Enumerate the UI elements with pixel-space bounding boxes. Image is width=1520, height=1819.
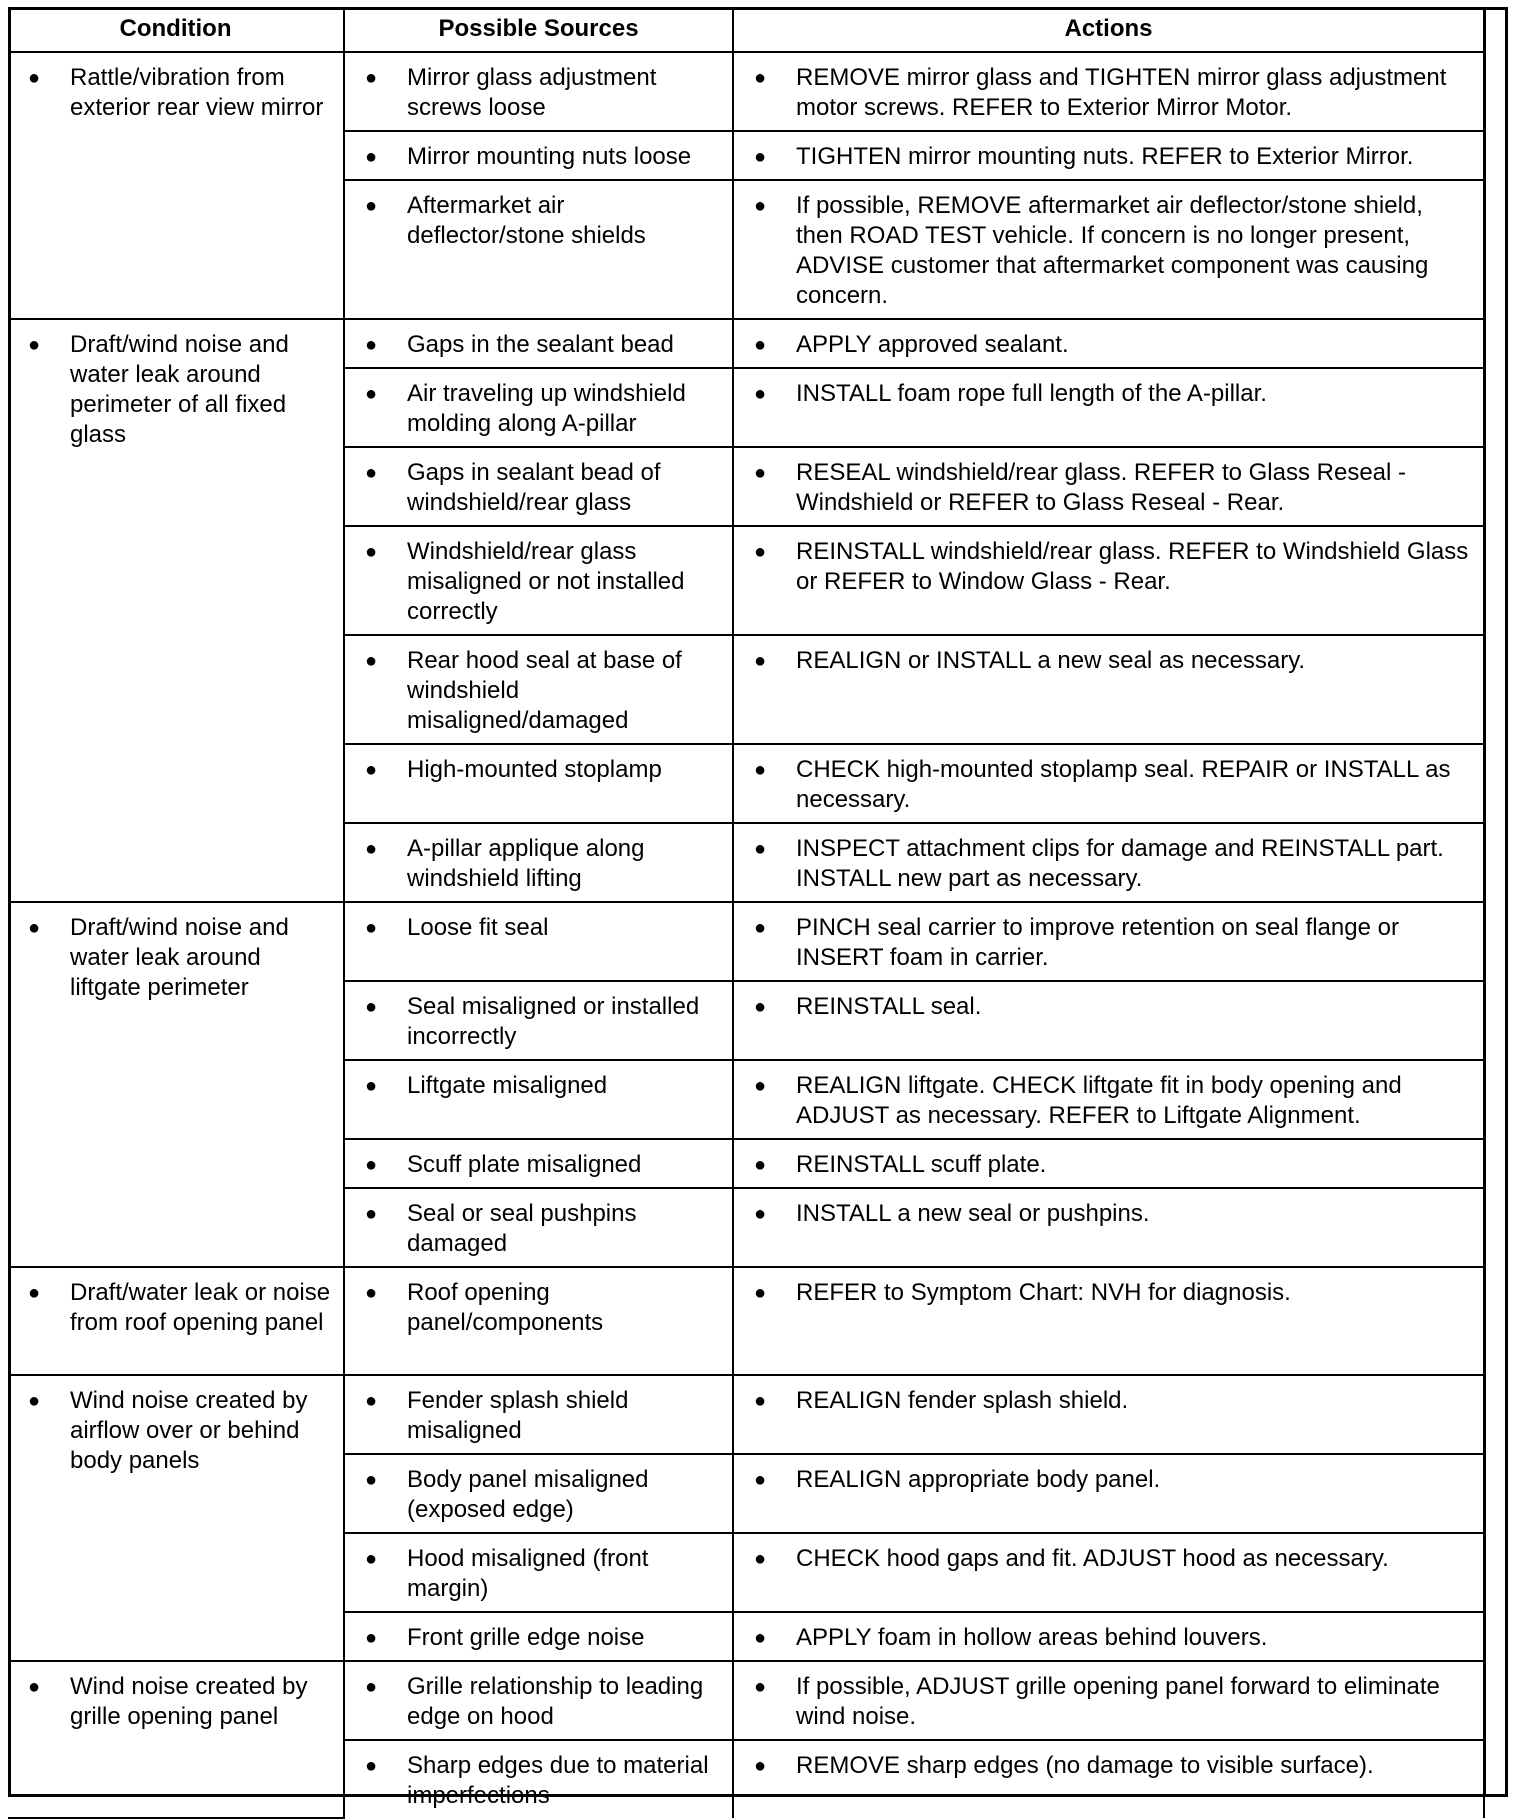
bullet-icon: ● [754, 650, 767, 672]
action-cell [733, 131, 1484, 180]
action-cell-text: CHECK high-mounted stoplamp seal. REPAIR or INSTALL as necessary. [796, 756, 1451, 813]
bullet-icon: ● [365, 1203, 378, 1225]
bullet-icon: ● [365, 1676, 378, 1698]
action-cell [733, 319, 1484, 368]
bullet-icon: ● [365, 917, 378, 939]
condition-cell [8, 902, 344, 1267]
condition-cell-text: Rattle/vibration from exterior rear view mirror [70, 64, 324, 121]
bullet-icon: ● [28, 67, 41, 89]
action-cell-text: REALIGN liftgate. CHECK liftgate fit in body opening and ADJUST as necessary. REFER to Liftgate Alignment. [796, 1072, 1402, 1129]
bullet-icon: ● [754, 146, 767, 168]
action-cell [733, 1060, 1484, 1139]
condition-cell [8, 1375, 344, 1661]
bullet-icon: ● [365, 146, 378, 168]
action-cell [733, 823, 1484, 902]
source-cell [344, 180, 733, 319]
action-cell-text: REALIGN or INSTALL a new seal as necessary. [796, 647, 1306, 674]
bullet-icon: ● [28, 334, 41, 356]
action-cell [733, 368, 1484, 447]
condition-cell-text: Wind noise created by airflow over or behind body panels [70, 1387, 308, 1474]
source-cell-text: High-mounted stoplamp [407, 756, 662, 783]
bullet-icon: ● [365, 334, 378, 356]
source-cell [344, 1661, 733, 1740]
bullet-icon: ● [28, 917, 41, 939]
bullet-icon: ● [754, 462, 767, 484]
bullet-icon: ● [365, 1548, 378, 1570]
source-cell-text: Roof opening panel/components [407, 1279, 604, 1336]
action-cell-text: If possible, ADJUST grille opening panel forward to eliminate wind noise. [796, 1673, 1440, 1730]
source-cell [344, 981, 733, 1060]
source-cell [344, 1740, 733, 1818]
action-cell [733, 1188, 1484, 1267]
source-cell [344, 368, 733, 447]
action-cell [733, 744, 1484, 823]
bullet-icon: ● [754, 334, 767, 356]
bullet-icon: ● [365, 1469, 378, 1491]
source-cell-text: Mirror glass adjustment screws loose [407, 64, 657, 121]
action-cell [733, 1139, 1484, 1188]
action-cell [733, 1267, 1484, 1375]
bullet-icon: ● [365, 650, 378, 672]
source-cell [344, 1454, 733, 1533]
source-cell [344, 1533, 733, 1612]
action-cell-text: CHECK hood gaps and fit. ADJUST hood as necessary. [796, 1545, 1389, 1572]
source-cell [344, 526, 733, 635]
condition-cell-text: Wind noise created by grille opening panel [70, 1673, 308, 1730]
action-cell-text: REINSTALL seal. [796, 993, 982, 1020]
bullet-icon: ● [365, 541, 378, 563]
header-row [8, 7, 1484, 52]
bullet-icon: ● [28, 1676, 41, 1698]
bullet-icon: ● [365, 67, 378, 89]
bullet-icon: ● [754, 1390, 767, 1412]
header-actions: Actions [733, 7, 1484, 52]
condition-cell [8, 319, 344, 902]
condition-cell [8, 1661, 344, 1818]
action-cell [733, 981, 1484, 1060]
source-cell-text: Hood misaligned (front margin) [407, 1545, 649, 1602]
action-cell-text: REFER to Symptom Chart: NVH for diagnosis. [796, 1279, 1291, 1306]
bullet-icon: ● [754, 1627, 767, 1649]
source-cell-text: Aftermarket air deflector/stone shields [407, 192, 646, 249]
table-row [8, 319, 1484, 368]
bullet-icon: ● [365, 996, 378, 1018]
source-cell-text: Gaps in the sealant bead [407, 331, 674, 358]
bullet-icon: ● [754, 1469, 767, 1491]
table-body [8, 52, 1484, 1818]
action-cell [733, 1740, 1484, 1818]
bullet-icon: ● [754, 917, 767, 939]
bullet-icon: ● [754, 1203, 767, 1225]
table-row [8, 1267, 1484, 1375]
action-cell-text: REINSTALL windshield/rear glass. REFER to Windshield Glass or REFER to Window Glass - Rear. [796, 538, 1469, 595]
bullet-icon: ● [754, 67, 767, 89]
action-cell [733, 526, 1484, 635]
source-cell [344, 744, 733, 823]
source-cell [344, 1188, 733, 1267]
action-cell-text: APPLY foam in hollow areas behind louvers. [796, 1624, 1268, 1651]
action-cell-text: REMOVE mirror glass and TIGHTEN mirror glass adjustment motor screws. REFER to Exterior Mirror Motor. [796, 64, 1447, 121]
condition-cell-text: Draft/water leak or noise from roof opening panel [70, 1279, 331, 1336]
source-cell-text: Windshield/rear glass misaligned or not installed correctly [407, 538, 685, 625]
action-cell [733, 180, 1484, 319]
bullet-icon: ● [365, 462, 378, 484]
action-cell-text: REMOVE sharp edges (no damage to visible surface). [796, 1752, 1374, 1779]
bullet-icon: ● [754, 1282, 767, 1304]
action-cell-text: REALIGN appropriate body panel. [796, 1466, 1161, 1493]
source-cell [344, 1375, 733, 1454]
action-cell-text: INSPECT attachment clips for damage and REINSTALL part. INSTALL new part as necessary. [796, 835, 1444, 892]
source-cell-text: Scuff plate misaligned [407, 1151, 642, 1178]
source-cell [344, 823, 733, 902]
source-cell-text: Seal or seal pushpins damaged [407, 1200, 637, 1257]
bullet-icon: ● [754, 996, 767, 1018]
source-cell [344, 319, 733, 368]
source-cell-text: Air traveling up windshield molding along A-pillar [407, 380, 686, 437]
source-cell-text: Body panel misaligned (exposed edge) [407, 1466, 649, 1523]
bullet-icon: ● [754, 1676, 767, 1698]
bullet-icon: ● [754, 383, 767, 405]
action-cell [733, 1454, 1484, 1533]
table-row [8, 1375, 1484, 1454]
bullet-icon: ● [365, 1282, 378, 1304]
action-cell-text: RESEAL windshield/rear glass. REFER to Glass Reseal - Windshield or REFER to Glass Reseal - Rear. [796, 459, 1407, 516]
table-row [8, 52, 1484, 131]
condition-cell [8, 52, 344, 319]
action-cell [733, 1375, 1484, 1454]
source-cell [344, 447, 733, 526]
source-cell-text: A-pillar applique along windshield lifting [407, 835, 645, 892]
action-cell-text: INSTALL foam rope full length of the A-pillar. [796, 380, 1267, 407]
bullet-icon: ● [365, 838, 378, 860]
bullet-icon: ● [365, 383, 378, 405]
action-cell-text: INSTALL a new seal or pushpins. [796, 1200, 1150, 1227]
source-cell [344, 1060, 733, 1139]
action-cell-text: PINCH seal carrier to improve retention on seal flange or INSERT foam in carrier. [796, 914, 1399, 971]
action-cell-text: APPLY approved sealant. [796, 331, 1069, 358]
action-cell [733, 1661, 1484, 1740]
bullet-icon: ● [365, 1075, 378, 1097]
bullet-icon: ● [754, 838, 767, 860]
bullet-icon: ● [754, 1154, 767, 1176]
bullet-icon: ● [365, 1390, 378, 1412]
action-cell-text: If possible, REMOVE aftermarket air deflector/stone shield, then ROAD TEST vehicle. If concern is no longer present, ADVISE customer that aftermarket component was causing concern. [796, 192, 1429, 309]
source-cell [344, 52, 733, 131]
header-condition: Condition [8, 7, 344, 52]
bullet-icon: ● [754, 541, 767, 563]
bullet-icon: ● [28, 1282, 41, 1304]
bullet-icon: ● [365, 195, 378, 217]
bullet-icon: ● [28, 1390, 41, 1412]
source-cell [344, 1267, 733, 1375]
source-cell-text: Liftgate misaligned [407, 1072, 608, 1099]
source-cell-text: Sharp edges due to material imperfections [407, 1752, 709, 1809]
action-cell-text: TIGHTEN mirror mounting nuts. REFER to Exterior Mirror. [796, 143, 1414, 170]
condition-cell [8, 1267, 344, 1375]
header-possible-sources: Possible Sources [344, 7, 733, 52]
source-cell-text: Front grille edge noise [407, 1624, 645, 1651]
action-cell [733, 902, 1484, 981]
action-cell [733, 447, 1484, 526]
bullet-icon: ● [754, 195, 767, 217]
source-cell-text: Seal misaligned or installed incorrectly [407, 993, 700, 1050]
source-cell-text: Gaps in sealant bead of windshield/rear glass [407, 459, 661, 516]
action-cell [733, 1533, 1484, 1612]
source-cell-text: Fender splash shield misaligned [407, 1387, 629, 1444]
source-cell [344, 1139, 733, 1188]
action-cell [733, 1612, 1484, 1661]
condition-cell-text: Draft/wind noise and water leak around liftgate perimeter [70, 914, 289, 1001]
bullet-icon: ● [365, 1154, 378, 1176]
table-row [8, 902, 1484, 981]
bullet-icon: ● [365, 759, 378, 781]
source-cell-text: Loose fit seal [407, 914, 549, 941]
bullet-icon: ● [754, 1548, 767, 1570]
action-cell-text: REALIGN fender splash shield. [796, 1387, 1129, 1414]
action-cell-text: REINSTALL scuff plate. [796, 1151, 1047, 1178]
source-cell-text: Rear hood seal at base of windshield misaligned/damaged [407, 647, 682, 734]
source-cell [344, 902, 733, 981]
source-cell [344, 1612, 733, 1661]
symptom-chart-table [8, 7, 1485, 1819]
table-row [8, 1661, 1484, 1740]
action-cell [733, 635, 1484, 744]
action-cell [733, 52, 1484, 131]
source-cell-text: Grille relationship to leading edge on hood [407, 1673, 704, 1730]
bullet-icon: ● [365, 1627, 378, 1649]
source-cell [344, 131, 733, 180]
source-cell [344, 635, 733, 744]
bullet-icon: ● [365, 1755, 378, 1777]
bullet-icon: ● [754, 1755, 767, 1777]
condition-cell-text: Draft/wind noise and water leak around perimeter of all fixed glass [70, 331, 289, 448]
bullet-icon: ● [754, 759, 767, 781]
bullet-icon: ● [754, 1075, 767, 1097]
source-cell-text: Mirror mounting nuts loose [407, 143, 692, 170]
